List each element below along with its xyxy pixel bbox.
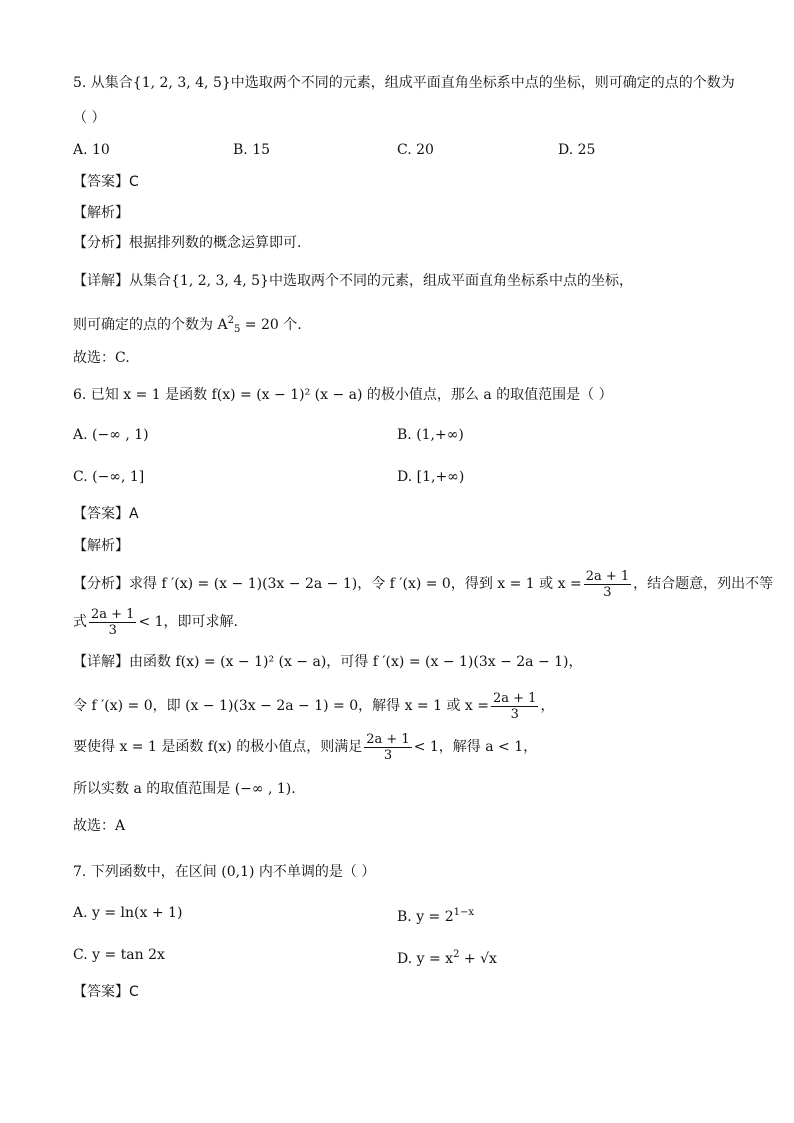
frac-denominator: 3: [603, 584, 612, 600]
q6-jiexi: 【解析】: [73, 538, 129, 554]
q6-xiangjie2-fraction: [491, 691, 538, 722]
q6-xiangjie-line3: [73, 729, 722, 765]
frac-numerator: 2a + 1: [585, 568, 630, 584]
q6-xiangjie3-a: 要使得 x = 1 是函数 f(x) 的极小值点，则满足: [73, 739, 363, 755]
q6-xiangjie3-fraction: [364, 732, 411, 763]
q6-option-c: C. (−∞, 1]: [73, 469, 145, 485]
q6-xiangjie2-a: 令 f ′(x) = 0，即 (x − 1)(3x − 2a − 1) = 0，解得 x = 1 或 x =: [73, 698, 489, 714]
q5-jiexi: 【解析】: [73, 205, 129, 221]
q6-fenxi-fraction: [584, 569, 631, 600]
q7-answer: 【答案】C: [73, 984, 139, 1000]
frac-numerator: 2a + 1: [366, 731, 410, 747]
q5-xiangjie2-pre: 则可确定的点的个数为 A: [73, 317, 228, 333]
q5-perm-sup: 2: [227, 315, 234, 326]
q6-xiangjie3-b: < 1，解得 a < 1，: [413, 739, 538, 755]
q5-answer: 【答案】C: [73, 174, 139, 190]
q6-option-a: A. (−∞ , 1): [73, 427, 149, 443]
q6-xiangjie-line4: 所以实数 a 的取值范围是 (−∞ , 1).: [73, 781, 296, 797]
q6-fenxi2-a: 式: [73, 614, 87, 630]
q7-option-b-base: B. y = 2: [397, 909, 454, 925]
q6-fenxi-b: ，结合题意，列出不等: [633, 576, 774, 592]
q7-stem: 7. 下列函数中，在区间 (0,1) 内不单调的是（ ）: [73, 864, 376, 880]
q6-fenxi-line1: [73, 566, 774, 602]
q7-option-a: A. y = ln(x + 1): [73, 905, 183, 921]
q5-xiangjie-line2: [73, 311, 722, 340]
q5-option-b: B. 15: [233, 142, 271, 158]
q6-xiangjie-line2: [73, 688, 722, 724]
q6-stem: 6. 已知 x = 1 是函数 f(x) = (x − 1)² (x − a) 的极小值点，那么 a 的取值范围是（ ）: [73, 387, 613, 403]
q6-fenxi2-fraction: [89, 607, 136, 638]
q5-option-d: D. 25: [558, 142, 596, 158]
q6-fenxi-line2: [73, 604, 722, 640]
q5-fenxi: 【分析】根据排列数的概念运算即可.: [73, 235, 302, 251]
q5-stem: 5. 从集合{1, 2, 3, 4, 5}中选取两个不同的元素，组成平面直角坐标系中点的坐标，则可确定的点的个数为: [73, 75, 735, 91]
q6-fenxi-a: 【分析】求得 f ′(x) = (x − 1)(3x − 2a − 1)，令 f ′(x) = 0，得到 x = 1 或 x =: [73, 576, 582, 592]
q6-option-d: D. [1,+∞): [397, 469, 465, 485]
q7-option-c: C. y = tan 2x: [73, 947, 165, 963]
q7-option-d: [397, 945, 497, 969]
q6-answer: 【答案】A: [73, 506, 139, 522]
frac-denominator: 3: [108, 622, 117, 638]
q6-choose: 故选：A: [73, 818, 126, 834]
q5-choose: 故选：C.: [73, 350, 130, 366]
q7-option-d-exponent: 2: [453, 949, 460, 960]
q7-option-d-post: + √x: [459, 951, 497, 967]
frac-denominator: 3: [510, 706, 519, 722]
q5-perm-sub: 5: [233, 324, 241, 335]
q7-option-d-base: D. y = x: [397, 951, 454, 967]
q7-option-b-exponent: 1−x: [453, 907, 475, 918]
q5-xiangjie-line1: 【详解】从集合{1, 2, 3, 4, 5}中选取两个不同的元素，组成平面直角坐标系中点的坐标，: [73, 273, 633, 289]
q5-option-c: C. 20: [397, 142, 434, 158]
q5-paren: （ ）: [73, 110, 106, 126]
q6-option-b: B. (1,+∞): [397, 427, 464, 443]
frac-numerator: 2a + 1: [91, 606, 135, 622]
frac-numerator: 2a + 1: [492, 690, 537, 706]
q6-fenxi2-b: < 1，即可求解.: [138, 614, 238, 630]
q6-xiangjie-line1: 【详解】由函数 f(x) = (x − 1)² (x − a)，可得 f ′(x) = (x − 1)(3x − 2a − 1)，: [73, 654, 583, 670]
frac-denominator: 3: [383, 747, 393, 763]
q5-xiangjie2-post: = 20 个.: [240, 317, 302, 333]
q6-xiangjie2-b: ，: [540, 698, 555, 714]
q7-option-b: [397, 903, 474, 927]
q5-option-a: A. 10: [73, 142, 110, 158]
